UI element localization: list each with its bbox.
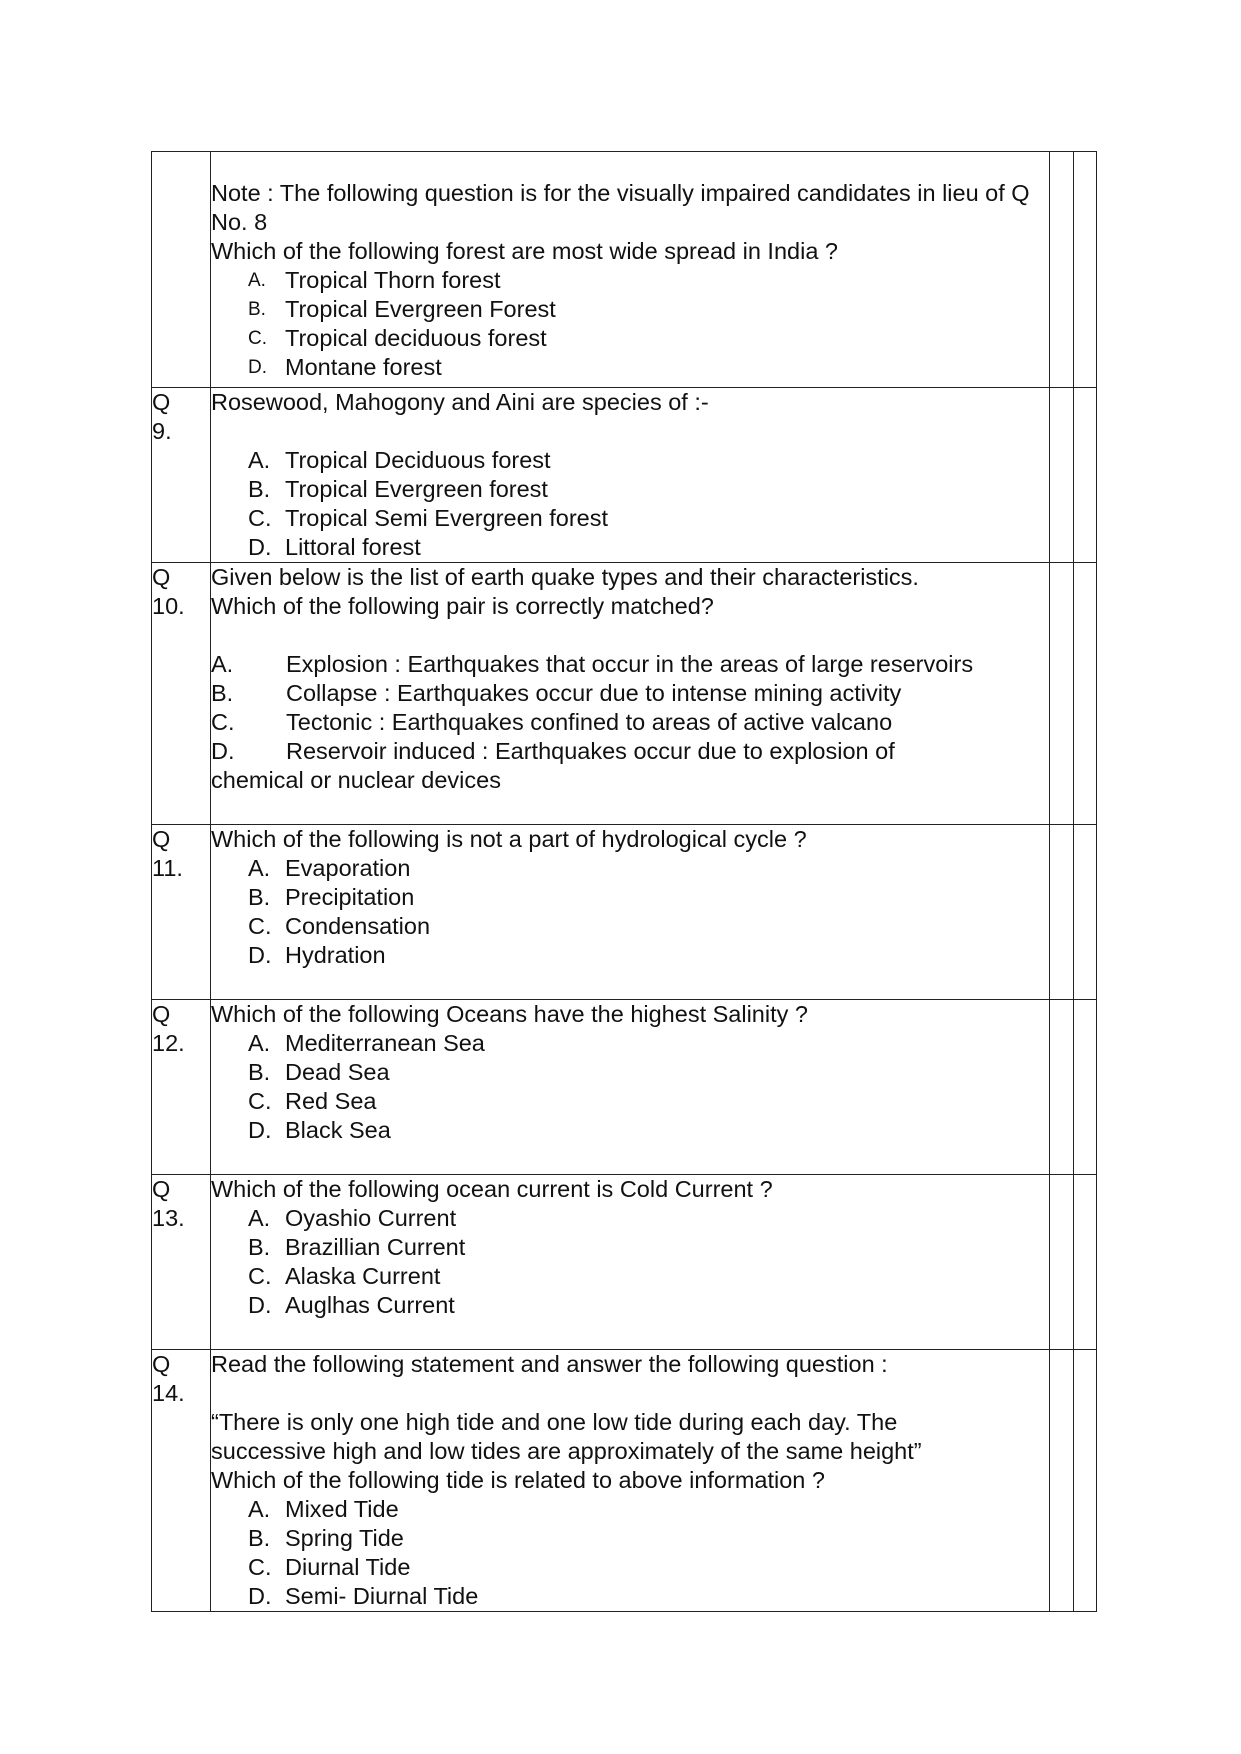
option-d xyxy=(211,941,1049,970)
question-body xyxy=(211,563,1050,825)
option-b xyxy=(211,295,1049,324)
question-number: 13. xyxy=(152,1205,185,1231)
question-body xyxy=(211,388,1050,563)
question-number-cell xyxy=(152,563,211,825)
option-text: Explosion : Earthquakes that occur in the areas of large reservoirs xyxy=(286,651,974,677)
option-letter: B. xyxy=(248,476,271,502)
question-number: 12. xyxy=(152,1030,185,1056)
option-c xyxy=(211,912,1049,941)
question-number-cell xyxy=(152,1000,211,1175)
answer-cell xyxy=(1074,1000,1097,1175)
quoted-statement-line2: successive high and low tides are approximately of the same height” xyxy=(211,1438,922,1464)
quoted-statement-line1: “There is only one high tide and one low tide during each day. The xyxy=(211,1409,898,1435)
question-number-cell xyxy=(152,388,211,563)
option-a xyxy=(211,266,1049,295)
question-table xyxy=(151,151,1097,1612)
option-c xyxy=(211,1553,1049,1582)
question-note: Note : The following question is for the visually impaired candidates in lieu of Q No. 8 xyxy=(211,180,1030,235)
option-b xyxy=(211,883,1049,912)
question-body xyxy=(211,1175,1050,1350)
option-letter: D. xyxy=(211,738,235,764)
marks-cell xyxy=(1050,1350,1074,1612)
option-letter: A. xyxy=(248,855,271,881)
question-row-vi xyxy=(152,152,1097,388)
question-text-2: Which of the following tide is related to above information ? xyxy=(211,1467,825,1493)
option-text: Mixed Tide xyxy=(285,1496,399,1522)
option-d xyxy=(211,1582,1049,1611)
question-number: 14. xyxy=(152,1380,185,1406)
option-b xyxy=(211,1058,1049,1087)
option-b xyxy=(211,475,1049,504)
option-a xyxy=(211,1495,1049,1524)
option-d xyxy=(211,533,1049,562)
option-c xyxy=(211,1087,1049,1116)
option-text: Evaporation xyxy=(285,855,411,881)
option-text: Montane forest xyxy=(285,354,442,380)
option-letter: B. xyxy=(248,1525,271,1551)
question-text: Read the following statement and answer the following question : xyxy=(211,1351,888,1377)
option-text: Mediterranean Sea xyxy=(285,1030,485,1056)
option-c xyxy=(211,708,1049,737)
marks-cell xyxy=(1050,825,1074,1000)
option-text: Red Sea xyxy=(285,1088,377,1114)
option-text: Condensation xyxy=(285,913,431,939)
option-text: Brazillian Current xyxy=(285,1234,466,1260)
option-letter: C. xyxy=(248,1263,272,1289)
option-d xyxy=(211,737,1049,766)
question-body xyxy=(211,1000,1050,1175)
option-letter: D. xyxy=(248,942,272,968)
marks-cell xyxy=(1050,152,1074,388)
option-letter: B. xyxy=(211,680,234,706)
question-q-label: Q xyxy=(152,1176,171,1202)
option-text: Tropical Semi Evergreen forest xyxy=(285,505,609,531)
question-number: 10. xyxy=(152,593,185,619)
option-text: Littoral forest xyxy=(285,534,421,560)
option-b xyxy=(211,1524,1049,1553)
answer-cell xyxy=(1074,825,1097,1000)
question-q-label: Q xyxy=(152,1001,171,1027)
question-body xyxy=(211,825,1050,1000)
option-text: Diurnal Tide xyxy=(285,1554,411,1580)
answer-cell xyxy=(1074,388,1097,563)
option-a xyxy=(211,446,1049,475)
option-letter: D. xyxy=(248,1583,272,1609)
option-letter: C. xyxy=(248,505,272,531)
question-number-cell xyxy=(152,152,211,388)
option-letter: C. xyxy=(211,709,235,735)
marks-cell xyxy=(1050,563,1074,825)
option-d xyxy=(211,1116,1049,1145)
option-d xyxy=(211,1291,1049,1320)
question-q-label: Q xyxy=(152,564,171,590)
option-letter: D. xyxy=(248,1292,272,1318)
option-text: Tectonic : Earthquakes confined to areas of active valcano xyxy=(286,709,893,735)
option-text: Tropical Evergreen forest xyxy=(285,476,548,502)
option-text: Spring Tide xyxy=(285,1525,404,1551)
option-a xyxy=(211,650,1049,679)
question-number-cell xyxy=(152,825,211,1000)
option-text: Dead Sea xyxy=(285,1059,390,1085)
option-d xyxy=(211,353,1049,382)
question-text: Which of the following ocean current is Cold Current ? xyxy=(211,1176,773,1202)
option-letter: D. xyxy=(248,1117,272,1143)
question-row-13 xyxy=(152,1175,1097,1350)
question-text: Which of the following is not a part of hydrological cycle ? xyxy=(211,826,807,852)
option-c xyxy=(211,504,1049,533)
option-letter: A. xyxy=(248,1030,271,1056)
question-body xyxy=(211,1350,1050,1612)
marks-cell xyxy=(1050,388,1074,563)
marks-cell xyxy=(1050,1175,1074,1350)
option-text: Tropical deciduous forest xyxy=(285,325,547,351)
question-text-line1: Given below is the list of earth quake types and their characteristics. xyxy=(211,564,919,590)
option-c xyxy=(211,1262,1049,1291)
question-row-12 xyxy=(152,1000,1097,1175)
question-number: 9. xyxy=(152,418,172,444)
question-number-cell xyxy=(152,1175,211,1350)
question-row-10 xyxy=(152,563,1097,825)
option-a xyxy=(211,1029,1049,1058)
option-letter: A. xyxy=(211,651,234,677)
option-letter: C. xyxy=(248,913,272,939)
option-text: Tropical Evergreen Forest xyxy=(285,296,556,322)
option-text: Precipitation xyxy=(285,884,415,910)
answer-cell xyxy=(1074,563,1097,825)
option-b xyxy=(211,679,1049,708)
option-continuation: chemical or nuclear devices xyxy=(211,767,501,793)
question-number: 11. xyxy=(152,855,183,881)
option-text: Black Sea xyxy=(285,1117,391,1143)
option-a xyxy=(211,854,1049,883)
option-text: Reservoir induced : Earthquakes occur due to explosion of xyxy=(286,738,895,764)
option-letter: A. xyxy=(248,1496,271,1522)
option-letter: A. xyxy=(248,1205,271,1231)
option-text: Tropical Deciduous forest xyxy=(285,447,551,473)
option-c xyxy=(211,324,1049,353)
question-text: Which of the following Oceans have the highest Salinity ? xyxy=(211,1001,808,1027)
answer-cell xyxy=(1074,152,1097,388)
option-text: Collapse : Earthquakes occur due to intense mining activity xyxy=(286,680,902,706)
option-text: Semi- Diurnal Tide xyxy=(285,1583,479,1609)
question-q-label: Q xyxy=(152,826,171,852)
answer-cell xyxy=(1074,1350,1097,1612)
option-letter: A. xyxy=(248,447,271,473)
option-text: Oyashio Current xyxy=(285,1205,457,1231)
option-text: Tropical Thorn forest xyxy=(285,267,501,293)
option-letter: B. xyxy=(248,299,266,320)
option-letter: B. xyxy=(248,1234,271,1260)
option-letter: C. xyxy=(248,328,267,349)
option-letter: C. xyxy=(248,1554,272,1580)
question-q-label: Q xyxy=(152,389,171,415)
question-text: Rosewood, Mahogony and Aini are species of :- xyxy=(211,389,709,415)
question-text-line2: Which of the following pair is correctly matched? xyxy=(211,593,714,619)
question-row-9 xyxy=(152,388,1097,563)
option-letter: B. xyxy=(248,1059,271,1085)
option-text: Auglhas Current xyxy=(285,1292,455,1318)
option-letter: D. xyxy=(248,357,267,378)
option-text: Alaska Current xyxy=(285,1263,441,1289)
question-row-14 xyxy=(152,1350,1097,1612)
option-text: Hydration xyxy=(285,942,386,968)
option-letter: A. xyxy=(248,270,266,291)
option-a xyxy=(211,1204,1049,1233)
option-letter: D. xyxy=(248,534,272,560)
question-text: Which of the following forest are most wide spread in India ? xyxy=(211,238,838,264)
question-number-cell xyxy=(152,1350,211,1612)
question-q-label: Q xyxy=(152,1351,171,1377)
marks-cell xyxy=(1050,1000,1074,1175)
question-row-11 xyxy=(152,825,1097,1000)
answer-cell xyxy=(1074,1175,1097,1350)
question-body xyxy=(211,152,1050,388)
option-letter: C. xyxy=(248,1088,272,1114)
option-letter: B. xyxy=(248,884,271,910)
option-b xyxy=(211,1233,1049,1262)
